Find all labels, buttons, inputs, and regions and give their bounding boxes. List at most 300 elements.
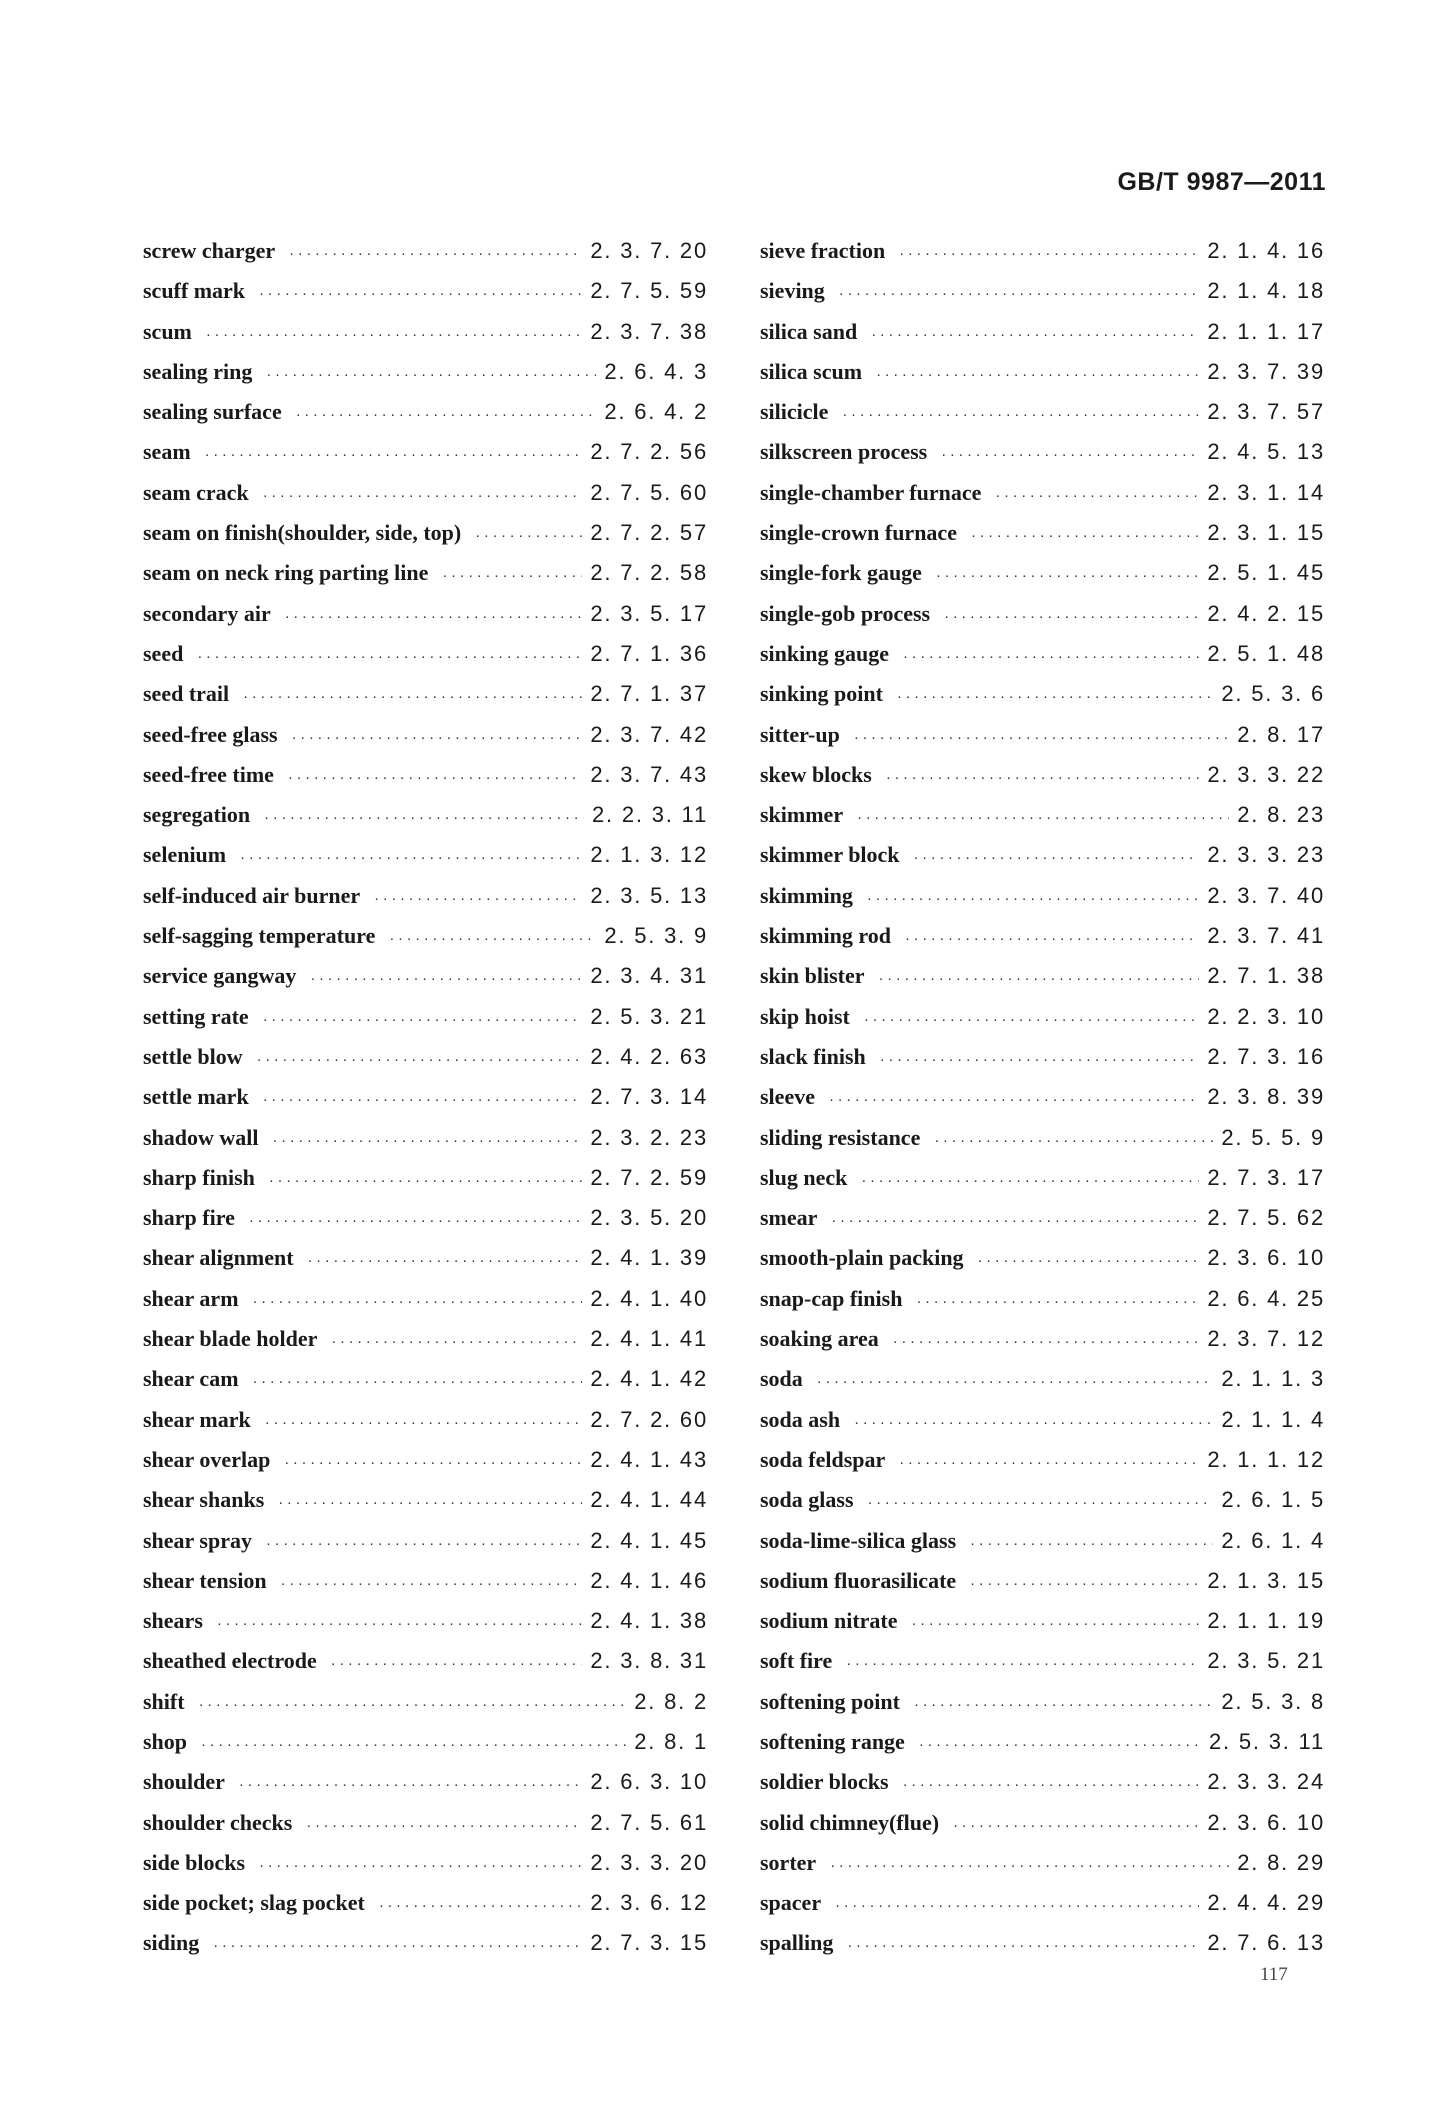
entry-term: smooth-plain packing [760,1245,964,1271]
index-entry [143,560,708,600]
dot-leader [273,1132,583,1149]
dot-leader [308,1252,583,1269]
dot-leader [970,1535,1213,1552]
dot-leader [817,1373,1214,1390]
index-entry [760,722,1325,762]
dot-leader [978,1252,1200,1269]
index-entry [143,480,708,520]
entry-reference: 2. 8. 23 [1237,802,1325,828]
entry-reference: 2. 3. 7. 40 [1207,882,1325,908]
entry-reference: 2. 3. 8. 31 [590,1648,708,1674]
dot-leader [893,1333,1200,1350]
index-entry [760,923,1325,963]
entry-reference: 2. 3. 7. 20 [590,238,708,263]
index-entry [143,923,708,963]
index-entry [143,601,708,641]
dot-leader [263,487,583,504]
entry-reference: 2. 7. 5. 60 [590,479,708,505]
dot-leader [916,1293,1199,1310]
index-entry [760,1004,1325,1044]
dot-leader [289,245,582,262]
index-entry [760,1810,1325,1850]
dot-leader [864,1011,1199,1028]
entry-term: service gangway [143,963,297,989]
entry-term: shadow wall [143,1124,259,1150]
index-entry [143,319,708,359]
index-entry [760,1084,1325,1124]
entry-term: settle blow [143,1043,243,1069]
entry-reference: 2. 6. 4. 25 [1207,1285,1325,1311]
entry-reference: 2. 7. 2. 57 [590,520,708,546]
dot-leader [847,1937,1199,1954]
index-entry [143,278,708,318]
index-entry [760,319,1325,359]
index-entry [760,359,1325,399]
index-entry [760,560,1325,600]
entry-term: shear tension [143,1567,267,1593]
index-entry [143,1245,708,1285]
entry-reference: 2. 3. 7. 43 [590,761,708,787]
entry-term: snap-cap finish [760,1285,903,1311]
entry-reference: 2. 5. 1. 45 [1207,560,1325,586]
index-entry [143,1125,708,1165]
dot-leader [995,487,1199,504]
index-entry [143,1286,708,1326]
entry-term: sharp finish [143,1164,255,1190]
index-entry [760,641,1325,681]
dot-leader [259,1857,582,1874]
entry-term: single-fork gauge [760,560,922,586]
entry-reference: 2. 3. 1. 15 [1207,520,1325,546]
index-entry [143,359,708,399]
entry-reference: 2. 7. 2. 60 [590,1406,708,1432]
entry-reference: 2. 7. 6. 13 [1207,1930,1325,1956]
entry-term: silica sand [760,318,858,344]
index-entry [760,1326,1325,1366]
index-entry [760,1487,1325,1527]
entry-reference: 2. 3. 3. 22 [1207,761,1325,787]
dot-leader [269,1172,582,1189]
dot-leader [266,366,596,383]
entry-reference: 2. 3. 3. 20 [590,1849,708,1875]
entry-reference: 2. 3. 7. 38 [590,318,708,344]
entry-term: side blocks [143,1849,246,1875]
entry-reference: 2. 7. 3. 15 [590,1930,708,1956]
entry-reference: 2. 7. 1. 36 [590,640,708,666]
entry-term: screw charger [143,238,276,263]
entry-reference: 2. 7. 1. 38 [1207,963,1325,989]
entry-term: shear arm [143,1285,239,1311]
dot-leader [213,1937,582,1954]
entry-term: silica scum [760,358,863,384]
entry-term: selenium [143,842,227,868]
index-entry [760,681,1325,721]
entry-term: siding [143,1930,200,1956]
index-entry [760,762,1325,802]
index-entry [143,399,708,439]
index-entry [760,1528,1325,1568]
entry-term: soda ash [760,1406,841,1432]
entry-term: setting rate [143,1003,249,1029]
entry-term: shear spray [143,1527,252,1553]
entry-term: seed [143,640,184,666]
dot-leader [266,1535,582,1552]
entry-reference: 2. 4. 5. 13 [1207,439,1325,465]
index-entry [143,1769,708,1809]
index-entry [760,842,1325,882]
index-entry [143,238,708,278]
dot-leader [257,1051,583,1068]
entry-reference: 2. 8. 29 [1237,1849,1325,1875]
entry-term: single-chamber furnace [760,479,982,505]
entry-reference: 2. 5. 3. 6 [1221,681,1325,707]
entry-reference: 2. 1. 1. 19 [1207,1608,1325,1634]
index-entry [760,1407,1325,1447]
entry-term: sorter [760,1849,817,1875]
dot-leader [897,688,1213,705]
entry-term: sealing surface [143,399,282,425]
dot-leader [886,769,1199,786]
entry-term: shear mark [143,1406,251,1432]
index-entry [143,681,708,721]
dot-leader [265,1414,583,1431]
entry-reference: 2. 3. 5. 13 [590,882,708,908]
dot-leader [278,1494,582,1511]
dot-leader [914,849,1200,866]
entry-reference: 2. 1. 3. 12 [590,842,708,868]
dot-leader [867,890,1199,907]
entry-reference: 2. 4. 1. 42 [590,1366,708,1392]
entry-reference: 2. 6. 4. 2 [604,399,708,425]
dot-leader [971,527,1199,544]
index-entry [760,1608,1325,1648]
dot-leader [379,1897,583,1914]
entry-term: seam on neck ring parting line [143,560,429,586]
dot-leader [829,1091,1199,1108]
entry-term: shift [143,1688,185,1714]
index-entry [143,842,708,882]
entry-reference: 2. 1. 4. 18 [1207,278,1325,304]
entry-term: seed-free time [143,761,274,787]
entry-term: soda-lime-silica glass [760,1527,957,1553]
entry-reference: 2. 3. 5. 21 [1207,1648,1325,1674]
entry-reference: 2. 3. 7. 57 [1207,399,1325,425]
index-entry [143,1930,708,1970]
entry-reference: 2. 7. 3. 16 [1207,1043,1325,1069]
index-entry [760,883,1325,923]
entry-reference: 2. 4. 4. 29 [1207,1890,1325,1916]
entry-reference: 2. 3. 7. 42 [590,721,708,747]
entry-reference: 2. 4. 2. 63 [590,1043,708,1069]
index-entry [760,520,1325,560]
dot-leader [936,567,1199,584]
dot-leader [830,1857,1229,1874]
entry-reference: 2. 3. 3. 23 [1207,842,1325,868]
page-number: 117 [1260,1964,1288,1985]
entry-term: shear overlap [143,1446,271,1472]
dot-leader [263,1091,583,1108]
entry-term: slug neck [760,1164,848,1190]
entry-reference: 2. 3. 1. 14 [1207,479,1325,505]
entry-term: skimming rod [760,923,892,949]
entry-reference: 2. 1. 1. 4 [1221,1406,1325,1432]
entry-term: shear blade holder [143,1326,318,1352]
index-column-left [143,238,708,1971]
entry-term: spalling [760,1930,834,1956]
entry-reference: 2. 1. 3. 15 [1207,1567,1325,1593]
entry-reference: 2. 6. 4. 3 [604,358,708,384]
index-entry [143,1850,708,1890]
entry-term: skip hoist [760,1003,850,1029]
entry-term: seam on finish(shoulder, side, top) [143,520,462,546]
index-entry [143,1366,708,1406]
dot-leader [288,769,582,786]
index-entry [760,802,1325,842]
entry-term: silkscreen process [760,439,928,465]
entry-term: sieve fraction [760,238,886,263]
index-entry [143,1528,708,1568]
entry-reference: 2. 5. 3. 9 [604,923,708,949]
entry-term: shear shanks [143,1487,265,1513]
entry-reference: 2. 7. 5. 59 [590,278,708,304]
entry-term: seed trail [143,681,230,707]
entry-reference: 2. 4. 1. 46 [590,1567,708,1593]
entry-reference: 2. 1. 1. 12 [1207,1446,1325,1472]
entry-reference: 2. 4. 2. 15 [1207,600,1325,626]
index-entry [143,1044,708,1084]
index-entry [760,601,1325,641]
entry-reference: 2. 7. 1. 37 [590,681,708,707]
entry-term: side pocket; slag pocket [143,1890,365,1916]
entry-reference: 2. 5. 3. 21 [590,1003,708,1029]
entry-term: segregation [143,802,251,828]
index-entry [143,1165,708,1205]
dot-leader [876,366,1199,383]
entry-reference: 2. 2. 3. 10 [1207,1003,1325,1029]
dot-leader [914,1696,1213,1713]
entry-term: sealing ring [143,358,253,384]
dot-leader [284,1454,582,1471]
entry-term: sodium fluorasilicate [760,1567,957,1593]
entry-reference: 2. 7. 3. 17 [1207,1164,1325,1190]
dot-leader [217,1615,582,1632]
index-entry [760,963,1325,1003]
entry-term: skew blocks [760,761,872,787]
entry-reference: 2. 3. 7. 12 [1207,1326,1325,1352]
entry-term: soft fire [760,1648,833,1674]
index-entry [143,1729,708,1769]
dot-leader [205,446,583,463]
index-entry [143,1890,708,1930]
entry-term: shears [143,1608,203,1634]
dot-leader [871,326,1199,343]
entry-term: self-sagging temperature [143,923,376,949]
entry-reference: 2. 8. 2 [634,1688,708,1714]
dot-leader [389,930,596,947]
index-entry [143,1487,708,1527]
entry-term: self-induced air burner [143,882,361,908]
entry-term: scuff mark [143,278,246,304]
index-entry [760,1044,1325,1084]
entry-term: sliding resistance [760,1124,921,1150]
index-entry [760,278,1325,318]
dot-leader [285,608,583,625]
index-entry [760,1165,1325,1205]
index-entry [143,1004,708,1044]
entry-reference: 2. 3. 2. 23 [590,1124,708,1150]
dot-leader [903,1776,1200,1793]
dot-leader [239,1776,582,1793]
entry-term: shear cam [143,1366,239,1392]
index-entry [760,1689,1325,1729]
dot-leader [899,245,1199,262]
entry-term: seam crack [143,479,249,505]
dot-leader [331,1655,583,1672]
index-entry [143,1205,708,1245]
entry-reference: 2. 5. 3. 8 [1221,1688,1325,1714]
index-entry [760,1850,1325,1890]
index-entry [143,883,708,923]
entry-term: seam [143,439,191,465]
index-entry [760,1125,1325,1165]
index-entry [143,1407,708,1447]
entry-reference: 2. 1. 1. 3 [1221,1366,1325,1392]
dot-leader [905,930,1199,947]
entry-term: seed-free glass [143,721,278,747]
dot-leader [880,1051,1200,1068]
index-entry [143,1326,708,1366]
entry-reference: 2. 3. 6. 10 [1207,1809,1325,1835]
entry-term: silicicle [760,399,829,425]
entry-reference: 2. 6. 3. 10 [590,1769,708,1795]
dot-leader [296,406,597,423]
index-entry [760,1648,1325,1688]
dot-leader [201,1736,626,1753]
index-entry [143,1689,708,1729]
entry-reference: 2. 3. 5. 17 [590,600,708,626]
dot-leader [854,729,1229,746]
dot-leader [919,1736,1201,1753]
entry-term: sinking point [760,681,883,707]
entry-reference: 2. 7. 5. 61 [590,1809,708,1835]
index-entry [760,1447,1325,1487]
entry-reference: 2. 3. 6. 12 [590,1890,708,1916]
dot-leader [941,446,1199,463]
index-entry [760,1568,1325,1608]
entry-term: soda [760,1366,803,1392]
dot-leader [861,1172,1199,1189]
entry-term: soldier blocks [760,1769,889,1795]
entry-term: spacer [760,1890,822,1916]
dot-leader [253,1373,583,1390]
index-entry [760,480,1325,520]
index-entry [760,238,1325,278]
dot-leader [249,1212,582,1229]
index-entry [143,1810,708,1850]
index-entry [760,1930,1325,1970]
entry-term: softening range [760,1728,905,1754]
dot-leader [903,648,1199,665]
entry-reference: 2. 3. 7. 41 [1207,923,1325,949]
dot-leader [331,1333,582,1350]
entry-reference: 2. 4. 1. 41 [590,1326,708,1352]
entry-term: shoulder [143,1769,225,1795]
index-entry [760,1366,1325,1406]
entry-term: skin blister [760,963,865,989]
dot-leader [475,527,582,544]
entry-reference: 2. 3. 6. 10 [1207,1245,1325,1271]
entry-term: shop [143,1728,188,1754]
index-entry [143,1447,708,1487]
entry-term: scum [143,318,192,344]
entry-reference: 2. 4. 1. 40 [590,1285,708,1311]
entry-reference: 2. 8. 17 [1237,721,1325,747]
dot-leader [253,1293,583,1310]
entry-reference: 2. 7. 5. 62 [1207,1205,1325,1231]
dot-leader [899,1454,1199,1471]
entry-reference: 2. 7. 2. 56 [590,439,708,465]
entry-reference: 2. 6. 1. 5 [1221,1487,1325,1513]
dot-leader [842,406,1199,423]
index-entry [143,1608,708,1648]
entry-term: sitter-up [760,721,840,747]
index-entry [760,1245,1325,1285]
index-entry [760,1286,1325,1326]
entry-term: smear [760,1205,818,1231]
dot-leader [243,688,582,705]
index-entry [143,520,708,560]
entry-term: shoulder checks [143,1809,293,1835]
index-entry [143,1648,708,1688]
dot-leader [281,1575,583,1592]
dot-leader [442,567,582,584]
entry-term: single-gob process [760,600,931,626]
dot-leader [944,608,1199,625]
dot-leader [831,1212,1199,1229]
entry-reference: 2. 3. 3. 24 [1207,1769,1325,1795]
entry-reference: 2. 7. 2. 58 [590,560,708,586]
index-entry [760,439,1325,479]
dot-leader [240,849,582,866]
entry-reference: 2. 3. 7. 39 [1207,358,1325,384]
entry-term: sharp fire [143,1205,235,1231]
entry-reference: 2. 4. 1. 43 [590,1446,708,1472]
index-column-right [760,238,1325,1971]
dot-leader [879,970,1200,987]
entry-term: skimming [760,882,853,908]
entry-reference: 2. 7. 2. 59 [590,1164,708,1190]
dot-leader [846,1655,1199,1672]
entry-term: skimmer block [760,842,900,868]
entry-reference: 2. 4. 1. 45 [590,1527,708,1553]
entry-reference: 2. 4. 1. 38 [590,1608,708,1634]
index-entry [143,802,708,842]
entry-term: skimmer [760,802,844,828]
dot-leader [374,890,582,907]
entry-term: soda feldspar [760,1446,886,1472]
entry-reference: 2. 4. 1. 44 [590,1487,708,1513]
entry-term: sieving [760,278,825,304]
entry-reference: 2. 5. 3. 11 [1208,1728,1325,1754]
entry-term: sheathed electrode [143,1648,317,1674]
standard-number: GB/T 9987—2011 [1117,168,1326,196]
dot-leader [839,285,1200,302]
index-entry [143,722,708,762]
entry-reference: 2. 3. 5. 20 [590,1205,708,1231]
dot-leader [934,1132,1213,1149]
entry-reference: 2. 5. 1. 48 [1207,640,1325,666]
entry-term: sinking gauge [760,640,889,666]
